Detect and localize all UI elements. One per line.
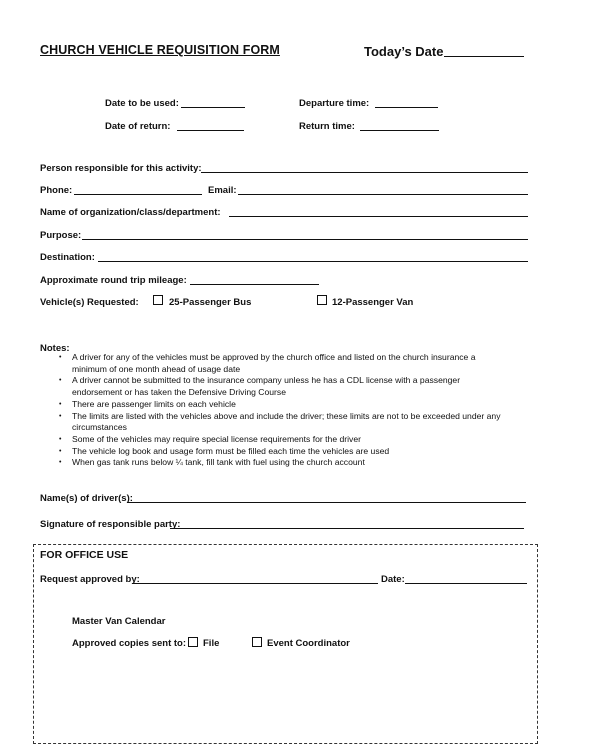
person-responsible-field[interactable] <box>201 172 528 173</box>
date-of-return-field[interactable] <box>177 130 244 131</box>
todays-date-label: Today’s Date <box>364 44 444 59</box>
bullet-icon: • <box>59 354 62 361</box>
note-line: Some of the vehicles may require special license requirements for the driver <box>72 433 361 444</box>
office-use-heading: FOR OFFICE USE <box>40 549 129 561</box>
email-label: Email: <box>208 185 237 196</box>
note-line: There are passenger limits on each vehicle <box>72 398 236 409</box>
note-line: When gas tank runs below ¼ tank, fill tank with fuel using the church account <box>72 457 365 468</box>
person-responsible-label: Person responsible for this activity: <box>40 163 202 174</box>
bullet-icon: • <box>59 447 62 455</box>
note-line: minimum of one month ahead of usage date <box>72 363 241 374</box>
purpose-field[interactable] <box>82 239 528 240</box>
signature-label: Signature of responsible party: <box>40 519 181 530</box>
notes-heading: Notes: <box>40 343 70 354</box>
form-title: CHURCH VEHICLE REQUISITION FORM <box>40 43 280 57</box>
date-to-be-used-label: Date to be used: <box>105 98 179 109</box>
email-field[interactable] <box>238 194 528 195</box>
file-checkbox[interactable] <box>188 637 198 647</box>
phone-field[interactable] <box>74 194 202 195</box>
organization-label: Name of organization/class/department: <box>40 207 221 218</box>
event-coordinator-checkbox[interactable] <box>252 637 262 647</box>
bullet-icon: • <box>59 377 62 385</box>
bullet-icon: • <box>59 435 62 443</box>
note-line: circumstances <box>72 422 127 433</box>
note-line: A driver for any of the vehicles must be approved by the church office and listed on the church insurance a <box>72 352 476 362</box>
signature-field[interactable] <box>170 528 524 529</box>
destination-label: Destination: <box>40 252 95 263</box>
return-time-label: Return time: <box>299 121 355 132</box>
vehicles-requested-label: Vehicle(s) Requested: <box>40 297 139 308</box>
event-coordinator-option-label: Event Coordinator <box>267 638 350 649</box>
note-line: A driver cannot be submitted to the insurance company unless he has a CDL license with a passenger <box>72 375 461 386</box>
date-of-return-label: Date of return: <box>105 121 171 132</box>
van-option-label: 12-Passenger Van <box>332 297 414 308</box>
van-checkbox[interactable] <box>317 295 327 305</box>
note-line: The vehicle log book and usage form must be filled each time the vehicles are used <box>72 445 390 456</box>
departure-time-field[interactable] <box>375 107 438 108</box>
file-option-label: File <box>203 638 220 649</box>
approval-date-label: Date: <box>381 574 405 585</box>
note-line: The limits are listed with the vehicles above and include the driver; these limits are not to be exceeded under any <box>72 410 501 421</box>
purpose-label: Purpose: <box>40 230 82 241</box>
todays-date-field[interactable] <box>444 56 524 57</box>
phone-label: Phone: <box>40 185 73 196</box>
drivers-label: Name(s) of driver(s): <box>40 493 133 504</box>
bus-option-label: 25-Passenger Bus <box>169 297 252 308</box>
destination-field[interactable] <box>98 261 528 262</box>
drivers-field[interactable] <box>127 502 526 503</box>
return-time-field[interactable] <box>360 130 439 131</box>
departure-time-label: Departure time: <box>299 98 370 109</box>
mileage-field[interactable] <box>190 284 319 285</box>
master-van-calendar-label: Master Van Calendar <box>72 616 166 627</box>
bus-checkbox[interactable] <box>153 295 163 305</box>
bullet-icon: • <box>59 412 62 420</box>
approval-date-field[interactable] <box>405 583 527 584</box>
approved-by-label: Request approved by: <box>40 574 140 585</box>
approved-by-field[interactable] <box>132 583 378 584</box>
copies-sent-to-label: Approved copies sent to: <box>72 638 187 649</box>
bullet-icon: • <box>59 459 62 467</box>
mileage-label: Approximate round trip mileage: <box>40 275 187 286</box>
organization-field[interactable] <box>229 216 528 217</box>
date-to-be-used-field[interactable] <box>181 107 245 108</box>
note-line: endorsement or has taken the Defensive Driving Course <box>72 387 287 398</box>
bullet-icon: • <box>59 400 62 408</box>
